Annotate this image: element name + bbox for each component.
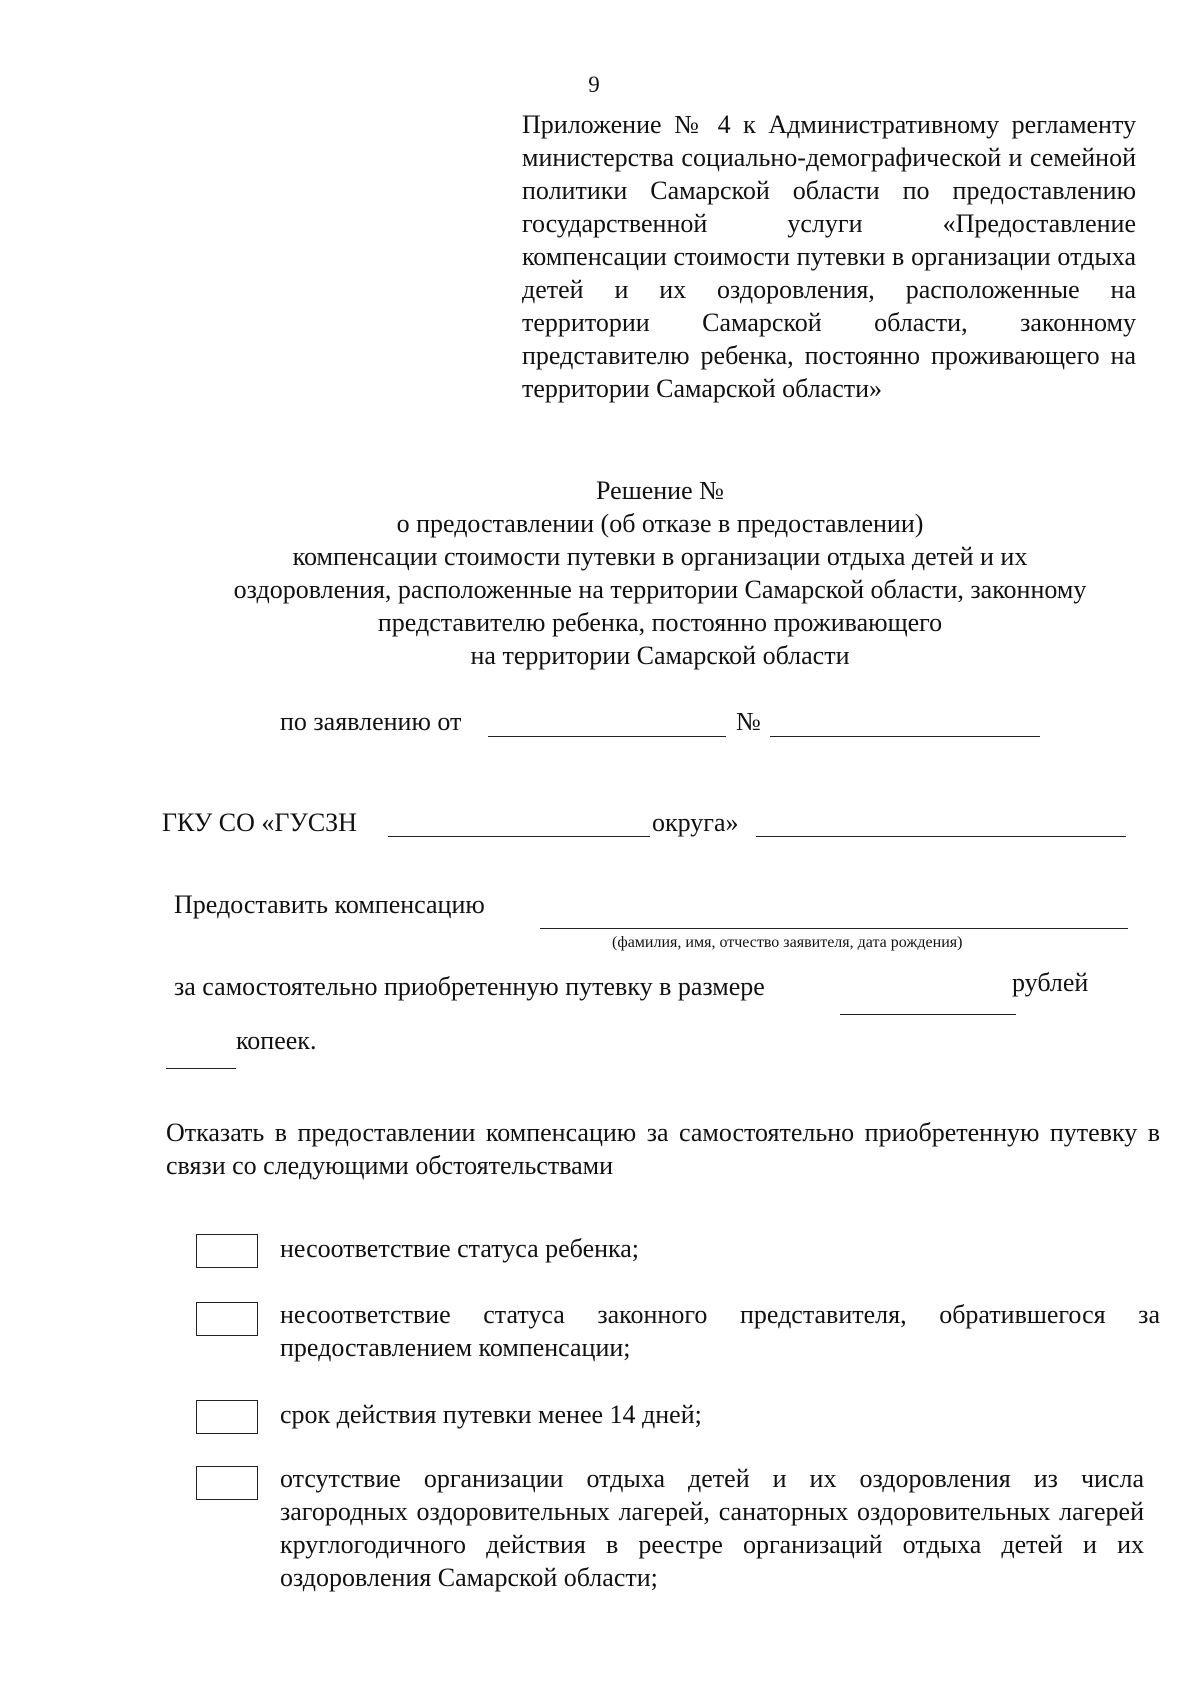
grant-amount-label: за самостоятельно приобретенную путевку в размере [174, 972, 765, 1001]
reason-checkbox[interactable] [196, 1466, 258, 1500]
decision-title: Решение № [596, 476, 724, 505]
applicant-name-caption: (фамилия, имя, отчество заявителя, дата рождения) [612, 934, 963, 951]
reason-text: срок действия путевки менее 14 дней; [280, 1400, 702, 1429]
office-district-blank[interactable] [756, 836, 1126, 837]
decision-line: о предоставлении (об отказе в предоставлении) [396, 509, 924, 538]
applicant-name-blank[interactable] [540, 928, 1128, 929]
rubles-label: рублей [1012, 968, 1089, 997]
decision-heading [150, 474, 1170, 672]
application-date-label: по заявлению от [280, 707, 462, 736]
appendix-header: Приложение № 4 к Административному регламенту министерства социально-демографической и семейной политики Самарской области по предоставлению государственной услуги «Предоставление компенсации стоимости путевки в организации отдыха детей и их оздоровления, расположенные на территории Самарской области, законному представителю ребенка, постоянно проживающего на территории Самарской области» [522, 110, 1136, 403]
kopecks-blank[interactable] [166, 1068, 236, 1069]
decision-line: компенсации стоимости путевки в организации отдыха детей и их [292, 542, 1028, 571]
application-number-blank[interactable] [770, 736, 1040, 737]
decision-line: на территории Самарской области [470, 641, 850, 670]
rubles-blank[interactable] [840, 1014, 1016, 1015]
reason-text: отсутствие организации отдыха детей и их оздоровления из числа загородных оздоровительных лагерей, санаторных оздоровительных лагерей круглогодичного действия в реестре организаций отдыха детей и их оздоровления Самарской области; [280, 1464, 1144, 1592]
reason-checkbox[interactable] [196, 1234, 258, 1268]
reason-text: несоответствие статуса законного представителя, обратившегося за предоставлением компенсации; [280, 1300, 1160, 1362]
reason-text: несоответствие статуса ребенка; [280, 1234, 640, 1263]
application-date-blank[interactable] [488, 736, 726, 737]
page-number: 9 [588, 72, 600, 97]
office-suffix: округа» [652, 808, 739, 837]
office-name-blank[interactable] [388, 836, 650, 837]
application-number-label: № [736, 707, 761, 736]
decision-line: оздоровления, расположенные на территории Самарской области, законному [233, 575, 1087, 604]
grant-label: Предоставить компенсацию [174, 890, 485, 919]
reason-checkbox[interactable] [196, 1400, 258, 1434]
reason-checkbox[interactable] [196, 1302, 258, 1336]
decision-line: представителю ребенка, постоянно проживающего [377, 608, 943, 637]
kopecks-label: копеек. [236, 1026, 317, 1055]
office-prefix: ГКУ СО «ГУСЗН [162, 808, 357, 837]
refuse-paragraph: Отказать в предоставлении компенсацию за самостоятельно приобретенную путевку в связи со следующими обстоятельствами [166, 1118, 1160, 1180]
